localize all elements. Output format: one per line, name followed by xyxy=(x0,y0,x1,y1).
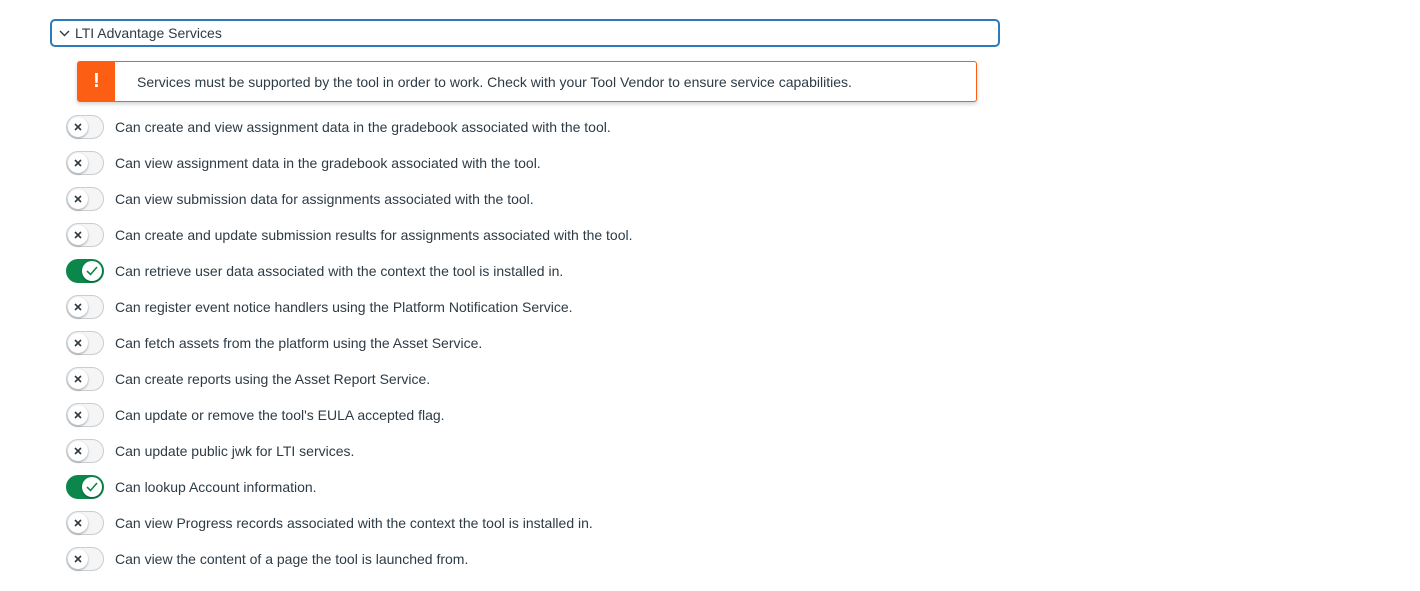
x-icon xyxy=(68,405,88,425)
x-icon xyxy=(68,189,88,209)
service-label: Can register event notice handlers using the Platform Notification Service. xyxy=(115,299,573,315)
service-toggle-switch[interactable] xyxy=(66,367,104,391)
service-list xyxy=(66,109,633,577)
x-icon xyxy=(68,297,88,317)
service-label: Can update or remove the tool's EULA accepted flag. xyxy=(115,407,445,423)
service-label: Can fetch assets from the platform using the Asset Service. xyxy=(115,335,483,351)
warning-icon: ! xyxy=(78,62,115,101)
section-title: LTI Advantage Services xyxy=(75,25,222,41)
service-label: Can view submission data for assignments associated with the tool. xyxy=(115,191,534,207)
x-icon xyxy=(68,369,88,389)
service-warning-alert xyxy=(77,61,977,102)
service-row xyxy=(66,253,633,289)
service-label: Can lookup Account information. xyxy=(115,479,317,495)
service-row xyxy=(66,361,633,397)
x-icon xyxy=(68,153,88,173)
service-row xyxy=(66,145,633,181)
service-row xyxy=(66,109,633,145)
x-icon xyxy=(68,225,88,245)
service-row xyxy=(66,433,633,469)
service-toggle-switch[interactable] xyxy=(66,259,104,283)
service-label: Can create reports using the Asset Report Service. xyxy=(115,371,431,387)
service-row xyxy=(66,469,633,505)
service-toggle-switch[interactable] xyxy=(66,151,104,175)
x-icon xyxy=(68,117,88,137)
service-toggle-switch[interactable] xyxy=(66,115,104,139)
service-toggle-switch[interactable] xyxy=(66,295,104,319)
service-toggle-switch[interactable] xyxy=(66,187,104,211)
x-icon xyxy=(68,549,88,569)
x-icon xyxy=(68,441,88,461)
service-label: Can retrieve user data associated with the context the tool is installed in. xyxy=(115,263,564,279)
checkmark-icon xyxy=(82,261,102,281)
service-row xyxy=(66,397,633,433)
service-toggle-switch[interactable] xyxy=(66,331,104,355)
service-row xyxy=(66,505,633,541)
service-row xyxy=(66,181,633,217)
service-label: Can create and view assignment data in the gradebook associated with the tool. xyxy=(115,119,611,135)
checkmark-icon xyxy=(82,477,102,497)
chevron-down-icon xyxy=(58,27,70,39)
x-icon xyxy=(68,513,88,533)
service-row xyxy=(66,289,633,325)
service-toggle-switch[interactable] xyxy=(66,403,104,427)
service-row xyxy=(66,325,633,361)
service-toggle-switch[interactable] xyxy=(66,223,104,247)
x-icon xyxy=(68,333,88,353)
service-toggle-switch[interactable] xyxy=(66,547,104,571)
service-label: Can create and update submission results for assignments associated with the tool. xyxy=(115,227,633,243)
service-row xyxy=(66,541,633,577)
service-label: Can update public jwk for LTI services. xyxy=(115,443,355,459)
service-toggle-switch[interactable] xyxy=(66,511,104,535)
service-label: Can view Progress records associated with the context the tool is installed in. xyxy=(115,515,593,531)
service-toggle-switch[interactable] xyxy=(66,475,104,499)
alert-message: Services must be supported by the tool in order to work. Check with your Tool Vendor to ensure service capabilities. xyxy=(137,73,852,90)
lti-advantage-services-toggle[interactable] xyxy=(50,19,1000,47)
service-toggle-switch[interactable] xyxy=(66,439,104,463)
service-label: Can view assignment data in the gradebook associated with the tool. xyxy=(115,155,541,171)
service-label: Can view the content of a page the tool is launched from. xyxy=(115,551,469,567)
service-row xyxy=(66,217,633,253)
